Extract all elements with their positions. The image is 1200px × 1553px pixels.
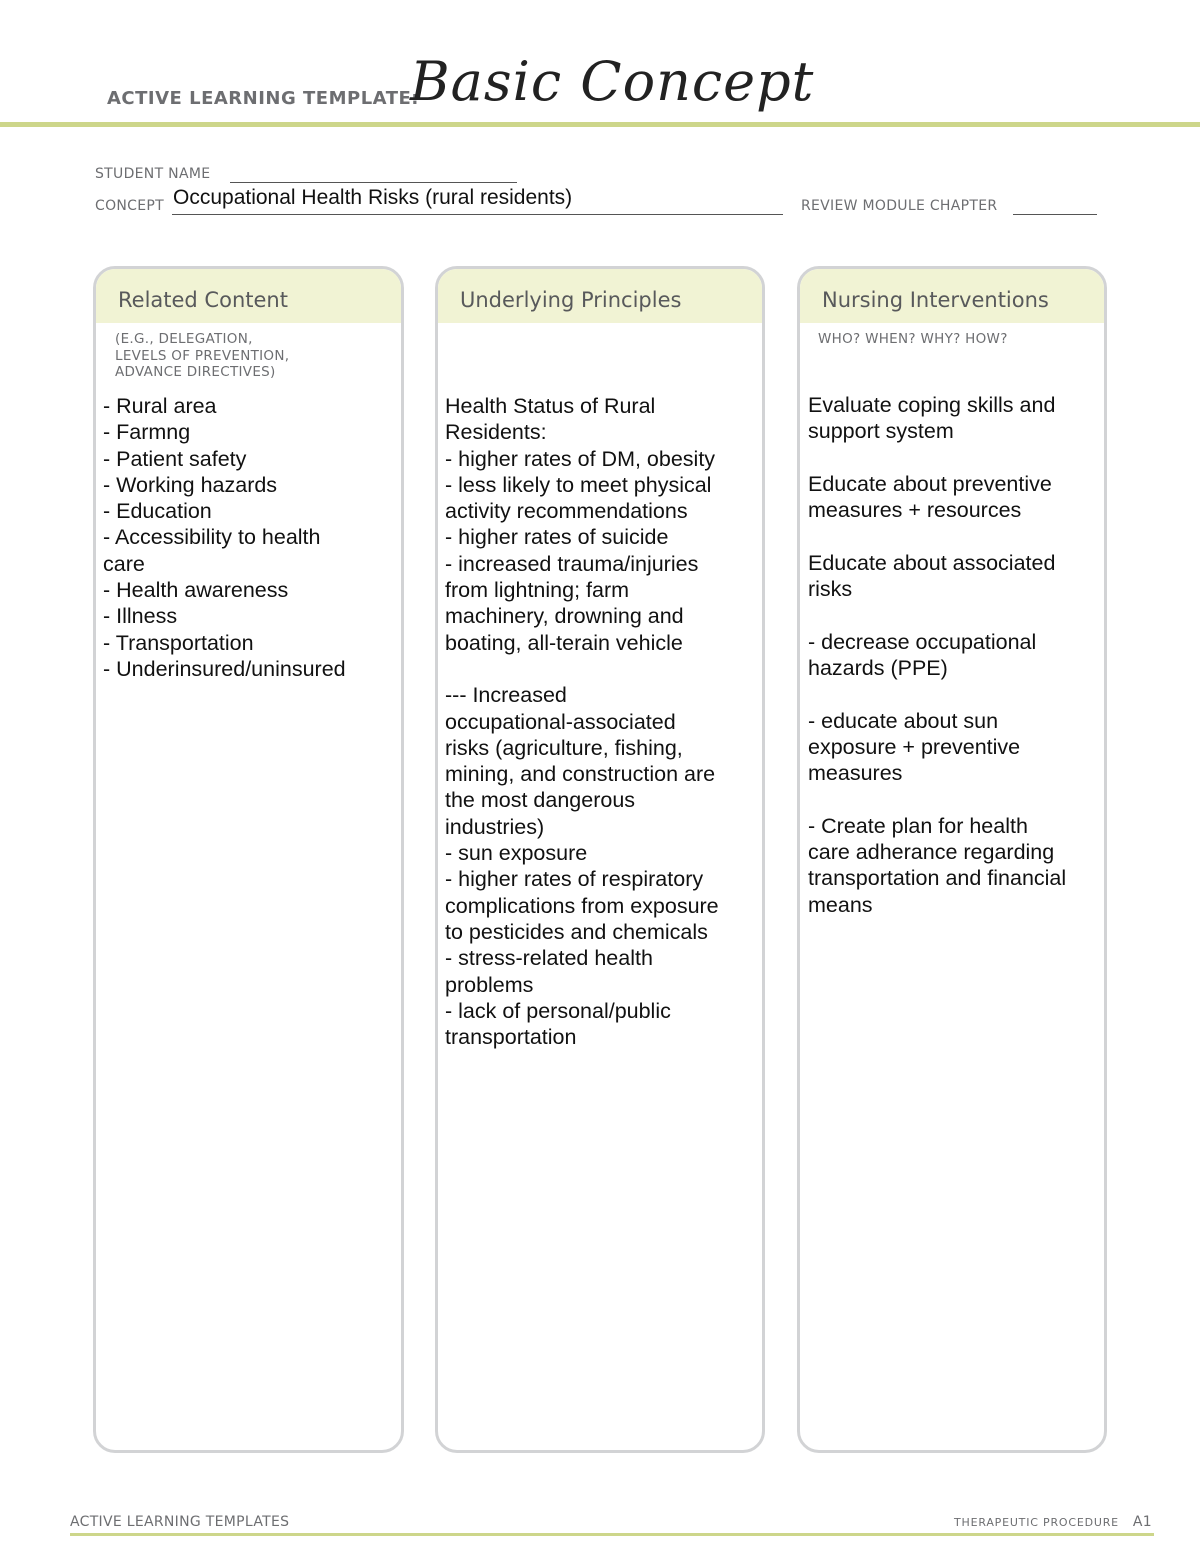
text-line: - educate about sun	[808, 708, 999, 733]
underlying-principles-box	[435, 266, 765, 1453]
footer-divider	[70, 1533, 1154, 1536]
text-line: measures	[808, 761, 903, 786]
text-line	[808, 523, 1066, 549]
related-content-heading: Related Content	[118, 288, 288, 312]
text-line: - Farmng	[103, 420, 191, 445]
text-line: - Rural area	[103, 394, 217, 418]
nursing-interventions-header	[800, 269, 1104, 323]
text-line: Educate about preventive	[808, 471, 1052, 496]
related-content-box	[93, 266, 404, 1453]
text-line: Evaluate coping skills and	[808, 393, 1056, 417]
text-line	[445, 656, 719, 682]
student-name-label: STUDENT NAME	[95, 166, 211, 182]
text-line: - Create plan for health	[808, 813, 1028, 838]
text-line: complications from exposure	[445, 893, 719, 918]
text-line	[808, 602, 1066, 628]
nursing-interventions-box	[797, 266, 1107, 1453]
text-line: transportation and financial	[808, 866, 1067, 891]
template-header	[0, 0, 1200, 130]
footer-right	[954, 1514, 1152, 1530]
text-line: industries)	[445, 814, 545, 839]
text-line: - sun exposure	[445, 841, 588, 866]
text-line	[808, 681, 1066, 707]
text-line	[808, 445, 1066, 471]
text-line: - less likely to meet physical	[445, 472, 712, 497]
text-line: - Education	[103, 499, 212, 524]
concept-field[interactable]	[172, 214, 783, 215]
template-title: Basic Concept	[410, 50, 815, 113]
text-line: - Transportation	[103, 630, 254, 655]
text-line: - higher rates of respiratory	[445, 867, 704, 892]
text-line: Residents:	[445, 420, 547, 445]
text-line: transportation	[445, 1025, 577, 1050]
underlying-principles-heading: Underlying Principles	[460, 288, 682, 312]
text-line: Educate about associated	[808, 550, 1056, 575]
text-line: hazards (PPE)	[808, 655, 948, 680]
text-line: care adherance regarding	[808, 840, 1055, 865]
text-line: - lack of personal/public	[445, 998, 671, 1023]
text-line: risks	[808, 577, 853, 602]
text-line: machinery, drowning and	[445, 604, 684, 629]
text-line: - higher rates of suicide	[445, 525, 669, 550]
student-name-field[interactable]	[230, 182, 517, 183]
text-line: from lightning; farm	[445, 578, 630, 603]
text-line: measures + resources	[808, 498, 1022, 523]
text-line: support system	[808, 419, 954, 444]
text-line: - Illness	[103, 604, 178, 629]
text-line: the most dangerous	[445, 788, 636, 813]
footer-title: ACTIVE LEARNING TEMPLATES	[70, 1514, 290, 1530]
text-line: --- Increased	[445, 683, 567, 708]
header-divider	[0, 122, 1200, 127]
underlying-principles-header	[438, 269, 762, 323]
nursing-interventions-text[interactable]	[808, 392, 1066, 918]
text-line: mining, and construction are	[445, 762, 716, 787]
template-label: ACTIVE LEARNING TEMPLATE:	[107, 88, 419, 109]
review-module-field[interactable]	[1013, 214, 1097, 215]
text-line: - Accessibility to health	[103, 525, 321, 550]
footer-procedure-label: THERAPEUTIC PROCEDURE	[953, 1516, 1119, 1529]
text-line: to pesticides and chemicals	[445, 919, 708, 944]
text-line: problems	[445, 972, 534, 997]
text-line: boating, all-terain vehicle	[445, 630, 683, 655]
related-content-header	[96, 269, 401, 323]
text-line	[808, 786, 1066, 812]
footer-code: A1	[1132, 1514, 1152, 1530]
underlying-principles-text[interactable]	[445, 393, 719, 1050]
text-line: - increased trauma/injuries	[445, 551, 699, 576]
text-line: risks (agriculture, fishing,	[445, 735, 683, 760]
text-line: - Working hazards	[103, 472, 278, 497]
nursing-interventions-heading: Nursing Interventions	[822, 288, 1049, 312]
text-line: - higher rates of DM, obesity	[445, 446, 716, 471]
text-line: exposure + preventive	[808, 734, 1021, 759]
text-line: Health Status of Rural	[445, 394, 656, 418]
nursing-interventions-subheading: WHO? WHEN? WHY? HOW?	[818, 331, 1008, 347]
text-line: activity recommendations	[445, 499, 688, 524]
text-line: - Patient safety	[103, 446, 247, 471]
text-line: - stress-related health	[445, 946, 653, 971]
review-module-label: REVIEW MODULE CHAPTER	[801, 198, 998, 214]
text-line: care	[103, 551, 145, 576]
related-content-subheading: (E.G., DELEGATION, LEVELS OF PREVENTION, ADVANCE DIRECTIVES)	[115, 331, 290, 380]
concept-label: CONCEPT	[95, 198, 164, 214]
text-line: occupational-associated	[445, 709, 676, 734]
text-line: means	[808, 892, 873, 917]
concept-value: Occupational Health Risks (rural residents)	[173, 186, 573, 209]
related-content-text[interactable]	[103, 393, 346, 682]
text-line: - decrease occupational	[808, 629, 1037, 654]
text-line: - Health awareness	[103, 578, 289, 603]
text-line: - Underinsured/uninsured	[103, 656, 346, 681]
